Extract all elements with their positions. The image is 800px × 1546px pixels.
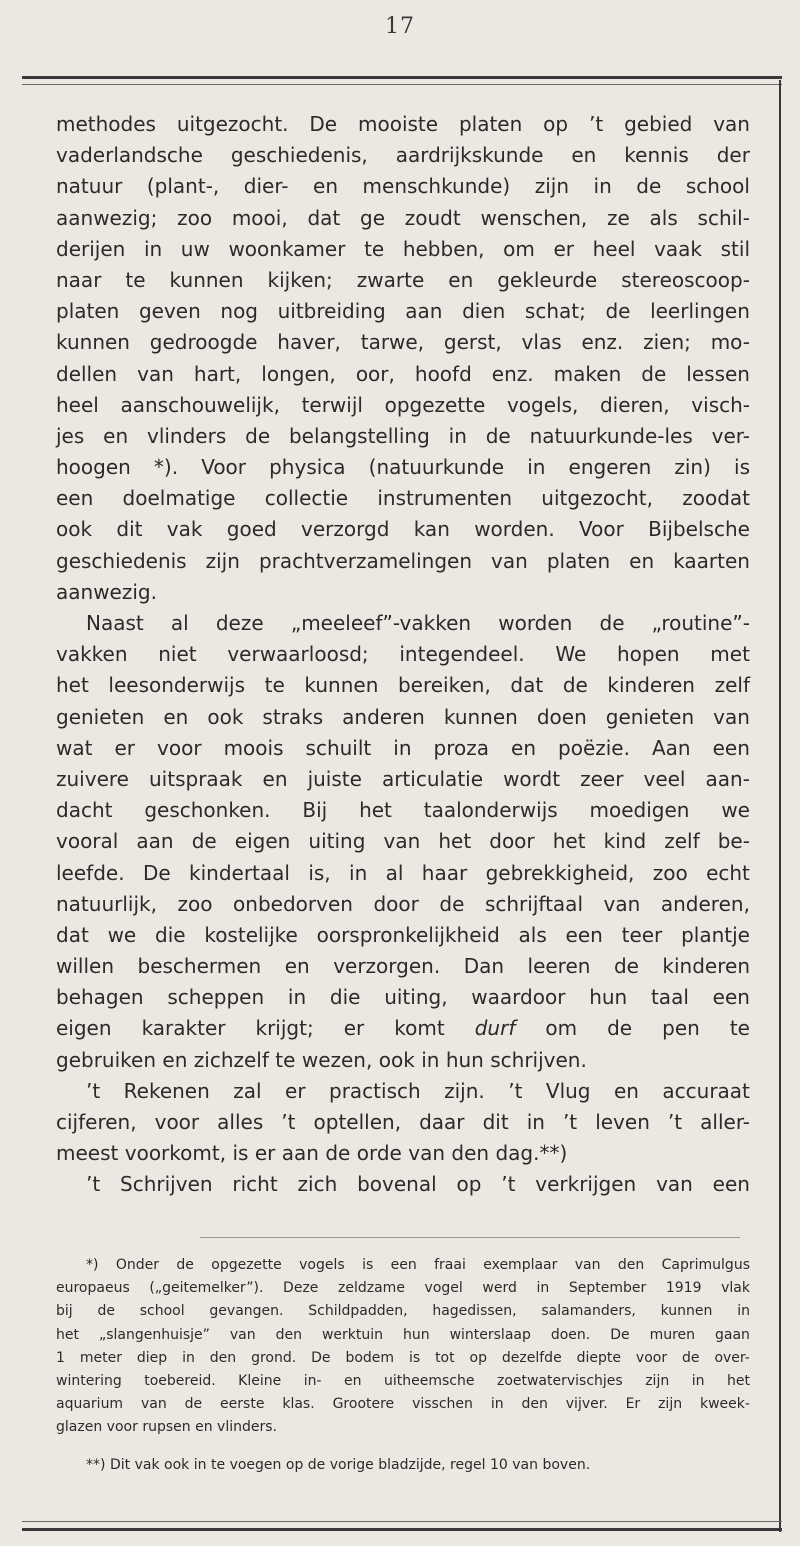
frame-rule-bottom-thick [22, 1528, 782, 1531]
body-line: kunnen gedroogde haver, tarwe, gerst, vlas enz. zien; mo- [56, 330, 750, 355]
body-line: leefde. De kindertaal is, in al haar gebrekkigheid, zoo echt [56, 860, 750, 885]
body-line: vakken niet verwaarloosd; integendeel. We hopen met [56, 642, 750, 667]
body-line: natuurlijk, zoo onbedorven door de schrijftaal van anderen, [56, 891, 750, 916]
footnote-line: **) Dit vak ook in te voegen op de vorige bladzijde, regel 10 van boven. [86, 1456, 591, 1473]
body-line: geschiedenis zijn prachtverzamelingen van platen en kaarten [56, 548, 750, 573]
footnotes [56, 1254, 750, 1477]
body-line: het leesonderwijs te kunnen bereiken, dat de kinderen zelf [56, 673, 750, 698]
frame-rule-top-thick [22, 76, 782, 79]
frame-rule-bottom-thin [22, 1521, 782, 1522]
footnote-line: bij de school gevangen. Schildpadden, hagedissen, salamanders, kunnen in [56, 1303, 750, 1320]
footnote-separator [200, 1237, 740, 1238]
body-line: behagen scheppen in die uiting, waardoor hun taal een [56, 985, 750, 1010]
footnote-line: 1 meter diep in den grond. De bodem is tot op dezelfde diepte voor de over- [56, 1349, 750, 1366]
footnote-line: glazen voor rupsen en vlinders. [56, 1419, 277, 1436]
body-line: naar te kunnen kijken; zwarte en gekleurde stereoscoop- [56, 267, 750, 292]
body-line: ’t Schrijven richt zich bovenal op ’t verkrijgen van een [86, 1172, 750, 1197]
body-line: ’t Rekenen zal er practisch zijn. ’t Vlug en accuraat [86, 1078, 750, 1103]
body-line: een doelmatige collectie instrumenten uitgezocht, zoodat [56, 486, 750, 511]
body-line: derijen in uw woonkamer te hebben, om er heel vaak stil [56, 236, 750, 261]
footnote-line: *) Onder de opgezette vogels is een fraai exemplaar van den Caprimulgus [86, 1257, 750, 1273]
body-line: willen beschermen en verzorgen. Dan leeren de kinderen [56, 954, 750, 979]
page-number: 17 [385, 14, 415, 39]
body-line: hoogen *). Voor physica (natuurkunde in engeren zin) is [56, 455, 750, 480]
footnote-line: het „slangenhuisje” van den werktuin hun winterslaap doen. De muren gaan [56, 1326, 750, 1343]
footnote-line: wintering toebereid. Kleine in- en uitheemsche zoetwatervischjes zijn in het [56, 1372, 750, 1389]
body-line: gebruiken en zichzelf te wezen, ook in hun schrijven. [56, 1047, 587, 1072]
body-line: eigen karakter krijgt; er komt durf om de pen te [56, 1016, 750, 1041]
body-line: ook dit vak goed verzorgd kan worden. Voor Bijbelsche [56, 517, 750, 542]
body-line: platen geven nog uitbreiding aan dien schat; de leerlingen [56, 299, 750, 324]
body-line: natuur (plant-, dier- en menschkunde) zijn in de school [56, 174, 750, 199]
body-line: aanwezig. [56, 579, 157, 604]
body-line: cijferen, voor alles ’t optellen, daar dit in ’t leven ’t aller- [56, 1110, 750, 1134]
body-line: dellen van hart, longen, oor, hoofd enz. maken de lessen [56, 361, 750, 386]
body-line: methodes uitgezocht. De mooiste platen op ’t gebied van [56, 112, 750, 136]
body-line: vaderlandsche geschiedenis, aardrijkskunde en kennis der [56, 143, 750, 168]
body-line: dat we die kostelijke oorspronkelijkheid als een teer plantje [56, 922, 750, 947]
body-line: meest voorkomt, is er aan de orde van den dag.**) [56, 1141, 568, 1166]
body-line: jes en vlinders de belangstelling in de natuurkunde-les ver- [56, 423, 750, 448]
footnote [56, 1454, 750, 1477]
frame-rule-right [779, 80, 781, 1532]
footnote-line: aquarium van de eerste klas. Grootere visschen in den vijver. Er zijn kweek- [56, 1396, 750, 1413]
body-line: wat er voor moois schuilt in proza en poëzie. Aan een [56, 735, 750, 760]
body-line: vooral aan de eigen uiting van het door het kind zelf be- [56, 829, 750, 854]
body-line: Naast al deze „meeleef”-vakken worden de „routine”- [86, 611, 750, 635]
footnote [56, 1254, 750, 1440]
body-line: genieten en ook straks anderen kunnen doen genieten van [56, 704, 750, 729]
body-text [56, 109, 750, 1201]
body-line: aanwezig; zoo mooi, dat ge zoudt wenschen, ze als schil- [56, 205, 750, 230]
body-line: dacht geschonken. Bij het taalonderwijs moedigen we [56, 798, 750, 823]
body-line: heel aanschouwelijk, terwijl opgezette vogels, dieren, visch- [56, 392, 750, 417]
frame-rule-top-thin [22, 84, 782, 85]
footnote-line: europaeus („geitemelker”). Deze zeldzame vogel werd in September 1919 vlak [56, 1280, 750, 1297]
body-line: zuivere uitspraak en juiste articulatie wordt zeer veel aan- [56, 766, 750, 791]
